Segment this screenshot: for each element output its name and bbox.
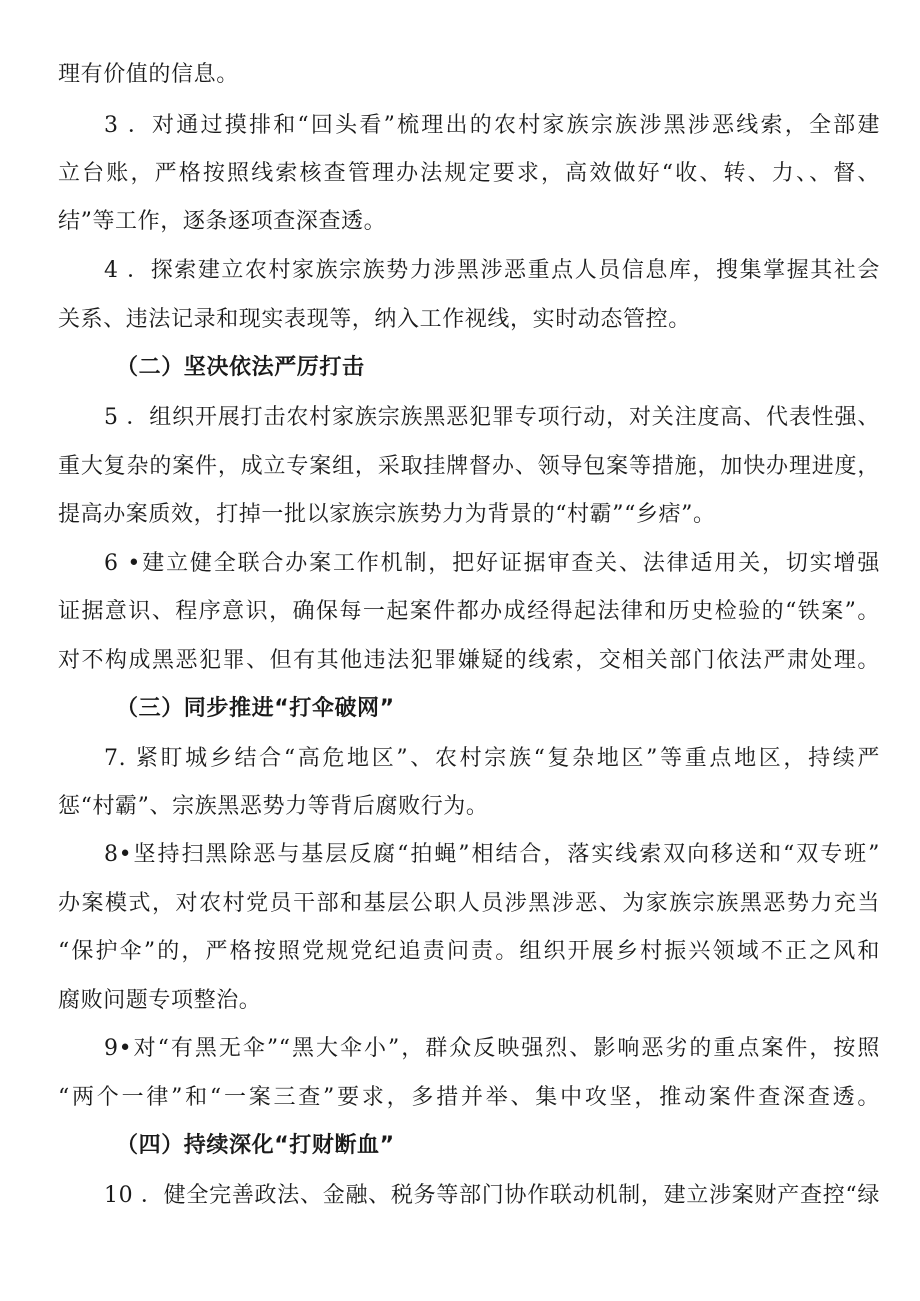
section-heading-4: （四）持续深化“打财断血” [116, 1133, 395, 1158]
text-line: 理有价值的信息。 [58, 62, 239, 87]
paragraph-4-line-2: 关系、违法记录和现实表现等，纳入工作视线，实时动态管控。 [58, 307, 691, 332]
paragraph-9-line-2: “两个一律”和“一案三查”要求，多措并举、集中攻坚，推动案件查深查透。 [58, 1085, 880, 1110]
paragraph-8-line-2: 办案模式，对农村党员干部和基层公职人员涉黑涉恶、为家族宗族黑恶势力充当 [58, 891, 880, 916]
paragraph-6-line-2: 证据意识、程序意识，确保每一起案件都办成经得起法律和历史检验的“铁案”。 [58, 599, 880, 624]
paragraph-3-line-1: 3 ．对通过摸排和“回头看”梳理出的农村家族宗族涉黑涉恶线索，全部建 [104, 113, 880, 138]
paragraph-8-line-3: “保护伞”的，严格按照党规党纪追责问责。组织开展乡村振兴领域不正之风和 [58, 939, 880, 964]
section-heading-2: （二）坚决依法严厉打击 [116, 355, 365, 380]
paragraph-3-line-2: 立台账，严格按照线索核查管理办法规定要求，高效做好“收、转、力、、督、 [58, 161, 880, 186]
paragraph-3-line-3: 结”等工作，逐条逐项查深查透。 [58, 209, 387, 234]
paragraph-7-line-1: 7. 紧盯城乡结合“高危地区”、农村宗族“复杂地区”等重点地区，持续严 [104, 746, 880, 771]
paragraph-8-line-1: 8•坚持扫黑除恶与基层反腐“拍蝇”相结合，落实线索双向移送和“双专班” [104, 842, 880, 867]
paragraph-6-line-3: 对不构成黑恶犯罪、但有其他违法犯罪嫌疑的线索，交相关部门依法严肃处理。 [58, 648, 880, 673]
section-heading-3: （三）同步推进“打伞破网” [116, 696, 395, 721]
paragraph-5-line-1: 5 ．组织开展打击农村家族宗族黑恶犯罪专项行动，对关注度高、代表性强、 [104, 405, 880, 430]
paragraph-5-line-2: 重大复杂的案件，成立专案组，采取挂牌督办、领导包案等措施，加快办理进度， [58, 454, 880, 479]
paragraph-10-line-1: 10 ．健全完善政法、金融、税务等部门协作联动机制，建立涉案财产查控“绿 [104, 1183, 880, 1208]
paragraph-4-line-1: 4 ．探索建立农村家族宗族势力涉黑涉恶重点人员信息库，搜集掌握其社会 [104, 258, 880, 283]
paragraph-9-line-1: 9•对“有黑无伞”“黑大伞小”，群众反映强烈、影响恶劣的重点案件，按照 [104, 1036, 880, 1061]
paragraph-5-line-3: 提高办案质效，打掉一批以家族宗族势力为背景的“村霸”“乡痞”。 [58, 502, 716, 527]
paragraph-6-line-1: 6 •建立健全联合办案工作机制，把好证据审查关、法律适用关，切实增强 [104, 551, 880, 576]
paragraph-7-line-2: 惩“村霸”、宗族黑恶势力等背后腐败行为。 [58, 794, 489, 819]
paragraph-8-line-4: 腐败问题专项整治。 [58, 988, 262, 1013]
